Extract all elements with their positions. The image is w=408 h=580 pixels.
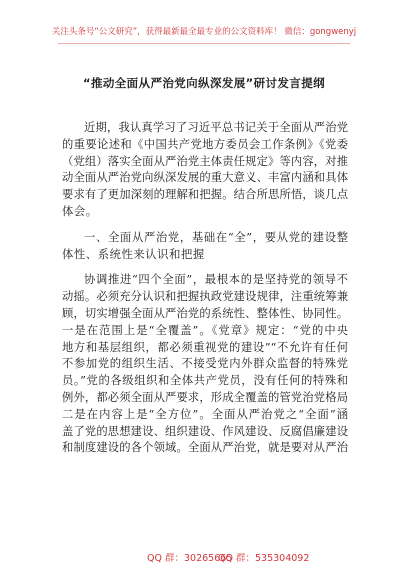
document-body <box>62 120 348 536</box>
body-line: 盖了党的思想建设、组织建设、作风建设、反腐倡廉建设 <box>62 424 348 438</box>
section-heading-line: 体性、系统性来认识和把握 <box>62 247 205 261</box>
body-line: 的重要论述和《中国共产党地方委员会工作条例》《党委 <box>62 137 348 151</box>
header-divider <box>58 43 350 44</box>
header-notice: 关注头条号“公文研究”，获得最新最全最专业的公文资料库！ 微信：gongwenyj <box>51 27 357 37</box>
body-line: 地方和基层组织，都必须重视党的建设”“不允许有任何 <box>62 340 348 354</box>
body-line: 协调推进“四个全面”，最根本的是坚持党的领导不 <box>84 273 348 287</box>
body-line: 动全面从严治党向纵深发展的重大意义、丰富内涵和具体 <box>62 171 348 185</box>
footer-qq-group-2: QQ 群：535304092 <box>218 553 310 564</box>
body-line: 例外，都必须全面从严要求，形成全覆盖的管党治党格局 <box>62 390 348 404</box>
paragraph-gap <box>62 221 348 230</box>
document-title: “推动全面从严治党向纵深发展”研讨发言提纲 <box>82 76 325 90</box>
paragraph-gap <box>62 263 348 272</box>
body-line: 动摇。必须充分认识和把握执政党建设规律，注重统筹兼 <box>62 290 348 304</box>
body-line: 体会。 <box>62 204 98 218</box>
body-line: 不参加党的组织生活、不接受党内外群众监督的特殊党 <box>62 357 348 371</box>
body-line: 要求有了更加深刻的理解和把握。结合所思所悟，谈几点 <box>62 188 348 202</box>
body-line: 员。”党的各级组织和全体共产党员，没有任何的特殊和 <box>62 374 348 388</box>
page-footer <box>0 552 408 566</box>
body-line: （党组）落实全面从严治党主体责任规定》等内容，对推 <box>62 154 348 168</box>
body-line: 顾，切实增强全面从严治党的系统性、整体性、协同性。 <box>62 306 348 320</box>
page-header <box>0 0 408 48</box>
section-heading-line: 一、全面从严治党，基础在“全”，要从党的建设整 <box>84 230 348 244</box>
body-line: 近期，我认真学习了习近平总书记关于全面从严治党 <box>84 121 348 134</box>
body-line: 和制度建设的各个领域。全面从严治党，就是要对从严治 <box>62 441 348 455</box>
body-line: 一是在范围上是“全覆盖”。《党章》规定：“党的中央 <box>62 323 348 337</box>
footer-qq-group-1: QQ 群：30265665 <box>147 553 233 564</box>
body-line: 二是在内容上是“全方位”。全面从严治党之“全面”涵 <box>62 407 348 421</box>
